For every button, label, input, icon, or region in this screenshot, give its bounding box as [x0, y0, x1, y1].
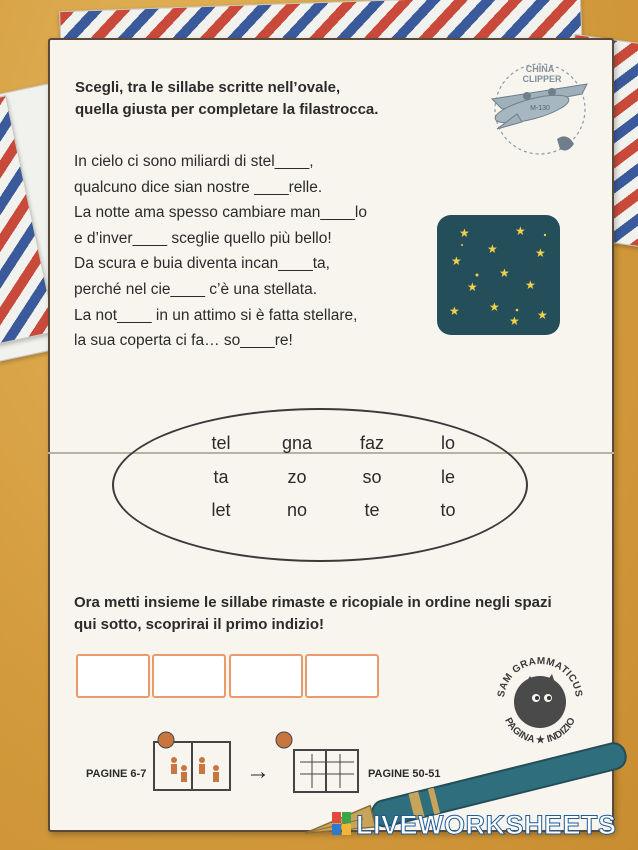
poem-line: In cielo ci sono miliardi di stel____, [74, 153, 314, 170]
page-ref-left: PAGINE 6-7 [86, 768, 147, 780]
svg-text:★: ★ [489, 300, 500, 314]
syllable: lo [440, 433, 455, 453]
syllable: te [364, 500, 380, 520]
syllable: le [440, 467, 455, 487]
poem-line: La not____ in un attimo si è fatta stellare, [74, 306, 358, 324]
poem-line: Da scura e buia diventa incan____ta, [74, 255, 330, 273]
syllable: tel [211, 433, 231, 453]
book-characters-icon [150, 730, 234, 794]
second-instruction-line-2: qui sotto, scoprirai il primo indizio! [74, 616, 325, 633]
poem-line: qualcuno dice sian nostre ____relle. [74, 178, 323, 196]
svg-text:★: ★ [487, 242, 498, 256]
second-instruction [74, 592, 604, 636]
badge-top-text: SAM GRAMMATICUS [496, 655, 584, 699]
stamp-line1: CHINA [525, 64, 555, 74]
poem-line: e d’inver____ sceglie quello più bello! [74, 229, 332, 247]
svg-text:★: ★ [535, 246, 546, 260]
watermark-text: LIVEWORKSHEETS [356, 810, 617, 840]
answer-box[interactable] [229, 654, 303, 698]
svg-text:★: ★ [537, 308, 548, 322]
syllable: to [440, 500, 456, 520]
svg-text:★: ★ [525, 278, 536, 292]
answer-box[interactable] [76, 654, 150, 698]
stamp-plane-code: M-130 [530, 105, 550, 112]
syllable: so [362, 467, 382, 487]
second-instruction-line-1: Ora metti insieme le sillabe rimaste e ricopiale in ordine negli spazi [74, 594, 552, 611]
poem-line: perché nel cie____ c’è una stellata. [74, 280, 317, 298]
poem-line: La notte ama spesso cambiare man____lo [74, 204, 367, 222]
svg-text:★: ★ [459, 226, 470, 240]
answer-box[interactable] [305, 654, 379, 698]
svg-text:★: ★ [509, 314, 520, 328]
svg-text:★: ★ [451, 254, 462, 268]
stamp-line2: CLIPPER [522, 74, 562, 84]
poem-line: la sua coperta ci fa… so____re! [74, 332, 293, 350]
syllable: no [286, 500, 308, 520]
stars-icon [437, 215, 560, 335]
china-clipper-stamp [482, 54, 592, 164]
answer-box[interactable] [152, 654, 226, 698]
poem [74, 149, 434, 354]
syllable: zo [287, 467, 307, 487]
syllable: ta [213, 467, 229, 487]
syllable: let [211, 500, 231, 520]
page-ref-right: PAGINE 50-51 [368, 768, 441, 780]
svg-text:★: ★ [515, 224, 526, 238]
syllable: gna [281, 433, 313, 453]
instruction-line-2: quella giusta per completare la filastrocca. [75, 101, 379, 118]
syllable: faz [359, 433, 384, 453]
badge-bottom-text: PAGINA ★ INDIZIO [502, 715, 578, 747]
svg-text:★: ★ [449, 304, 460, 318]
instruction-text [75, 77, 495, 121]
arrow-icon: → [246, 758, 270, 785]
svg-text:★: ★ [499, 266, 510, 280]
sam-grammaticus-badge [490, 650, 590, 750]
svg-text:★: ★ [467, 280, 478, 294]
night-sky-illustration [437, 215, 560, 335]
liveworksheets-logo-icon [332, 812, 352, 836]
instruction-line-1: Scegli, tra le sillabe scritte nell’ovale, [75, 79, 341, 96]
